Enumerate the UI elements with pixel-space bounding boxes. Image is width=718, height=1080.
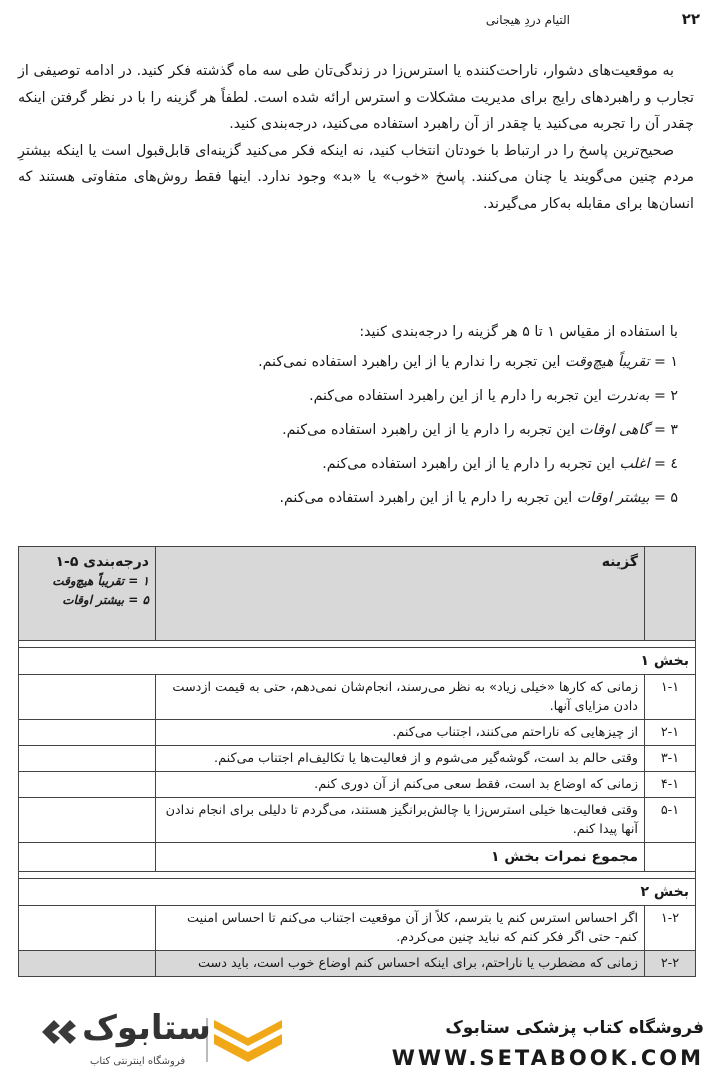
section-header: بخش ۱ xyxy=(19,648,696,675)
score-cell[interactable] xyxy=(19,746,156,772)
score-cell[interactable] xyxy=(19,951,156,977)
scale-intro: با استفاده از مقیاس ۱ تا ۵ هر گزینه را درجه‌بندی کنید: xyxy=(359,324,678,340)
rating-scale xyxy=(20,345,678,515)
store-name: فروشگاه کتاب پزشکی ستابوک xyxy=(445,1018,704,1038)
page-number: ۲۲ xyxy=(681,10,700,28)
scale-item: ۳ = گاهی اوقات این تجربه را دارم یا از این راهبرد استفاده می‌کنم. xyxy=(282,422,678,438)
table-row: ۲-۱ از چیزهایی که ناراحتم می‌کنند، اجتناب می‌کنم. xyxy=(19,720,696,746)
page-header xyxy=(20,10,700,34)
store-logo xyxy=(38,1008,288,1074)
scale-item: ۲ = به‌ندرت این تجربه را دارم یا از این راهبرد استفاده می‌کنم. xyxy=(309,388,678,404)
section-header: بخش ۲ xyxy=(19,879,696,906)
paragraph-2: صحیح‌ترین پاسخ را در ارتباط با خودتان انتخاب کنید، نه اینکه فکر می‌کنید گزینه‌ای قابل‌قبول است یا اینکه بیشترِ مردم چنین می‌گویند یا چنان می‌کنند. پاسخ «خوب» یا «بد» وجود ندارد. اینها فقط روش‌های متفاوتی هستند که انسان‌ها برای مقابله به‌کار می‌گیرند. xyxy=(18,142,694,212)
instructions xyxy=(18,58,694,217)
scale-item: ۱ = تقریباً هیچ‌وقت این تجربه را ندارم یا از این راهبرد استفاده نمی‌کنم. xyxy=(258,354,678,370)
section-total-row: مجموع نمرات بخش ۱ xyxy=(19,843,696,872)
store-url[interactable]: WWW.SETABOOK.COM xyxy=(391,1046,704,1070)
total-score-cell[interactable] xyxy=(19,843,156,872)
table-header-row xyxy=(19,547,696,641)
store-footer xyxy=(0,1000,718,1080)
table-row: ۴-۱ زمانی که اوضاع بد است، فقط سعی می‌کنم از آن دوری کنم. xyxy=(19,772,696,798)
running-title: التیام دردِ هیجانی xyxy=(485,13,570,27)
table-row: ۱-۱ زمانی که کارها «خیلی زیاد» به نظر می‌رسند، انجام‌شان نمی‌دهم، حتی به قیمت ازدست دادن مزایای آنها. xyxy=(19,675,696,720)
scale-item: ۵ = بیشتر اوقات این تجربه را دارم یا از این راهبرد استفاده می‌کنم. xyxy=(279,490,678,506)
score-cell[interactable] xyxy=(19,675,156,720)
score-cell[interactable] xyxy=(19,772,156,798)
rating-header: درجه‌بندی ۵-۱ ۱ = تقریباً هیچ‌وقت ۵ = بیشتر اوقات xyxy=(19,547,156,641)
paragraph-1: به موقعیت‌های دشوار، ناراحت‌کننده یا استرس‌زا در زندگی‌تان طی سه ماه گذشته فکر کنید. در ادامه توصیفی از تجارب و راهبردهای رایج برای مدیریت مشکلات و استرس ارائه شده است. لطفاً هر گزینه را با در نظر گرفتن اینکه چقدر آن را تجربه می‌کنید یا چقدر از آن راهبرد استفاده می‌کنید، درجه‌بندی کنید. xyxy=(18,63,694,132)
table-row: ۱-۲ اگر احساس استرس کنم یا بترسم، کلاً از آن موقعیت اجتناب می‌کنم تا احساس امنیت کنم- حتی اگر فکر کنم که نباید چنین می‌کردم. xyxy=(19,906,696,951)
score-cell[interactable] xyxy=(19,906,156,951)
scale-item: ٤ = اغلب این تجربه را دارم یا از این راهبرد استفاده می‌کنم. xyxy=(322,456,678,472)
score-cell[interactable] xyxy=(19,798,156,843)
table-row: ۲-۲ زمانی که مضطرب یا ناراحتم، برای اینکه احساس کنم اوضاع خوب است، باید دست xyxy=(19,951,696,977)
table-row: ۳-۱ وقتی حالم بد است، گوشه‌گیر می‌شوم و از فعالیت‌ها یا تکالیف‌ام اجتناب می‌کنم. xyxy=(19,746,696,772)
logo-text: ستابوک xyxy=(82,1008,211,1048)
logo-caption: فروشگاه اینترنتی کتاب xyxy=(90,1056,186,1067)
score-cell[interactable] xyxy=(19,720,156,746)
questionnaire-table xyxy=(18,546,696,977)
table-row: ۵-۱ وقتی فعالیت‌ها خیلی استرس‌زا یا چالش‌برانگیز هستند، می‌گردم تا دلیلی برای انجام ندادن آنها پیدا کنم. xyxy=(19,798,696,843)
option-header: گزینه xyxy=(156,547,645,641)
